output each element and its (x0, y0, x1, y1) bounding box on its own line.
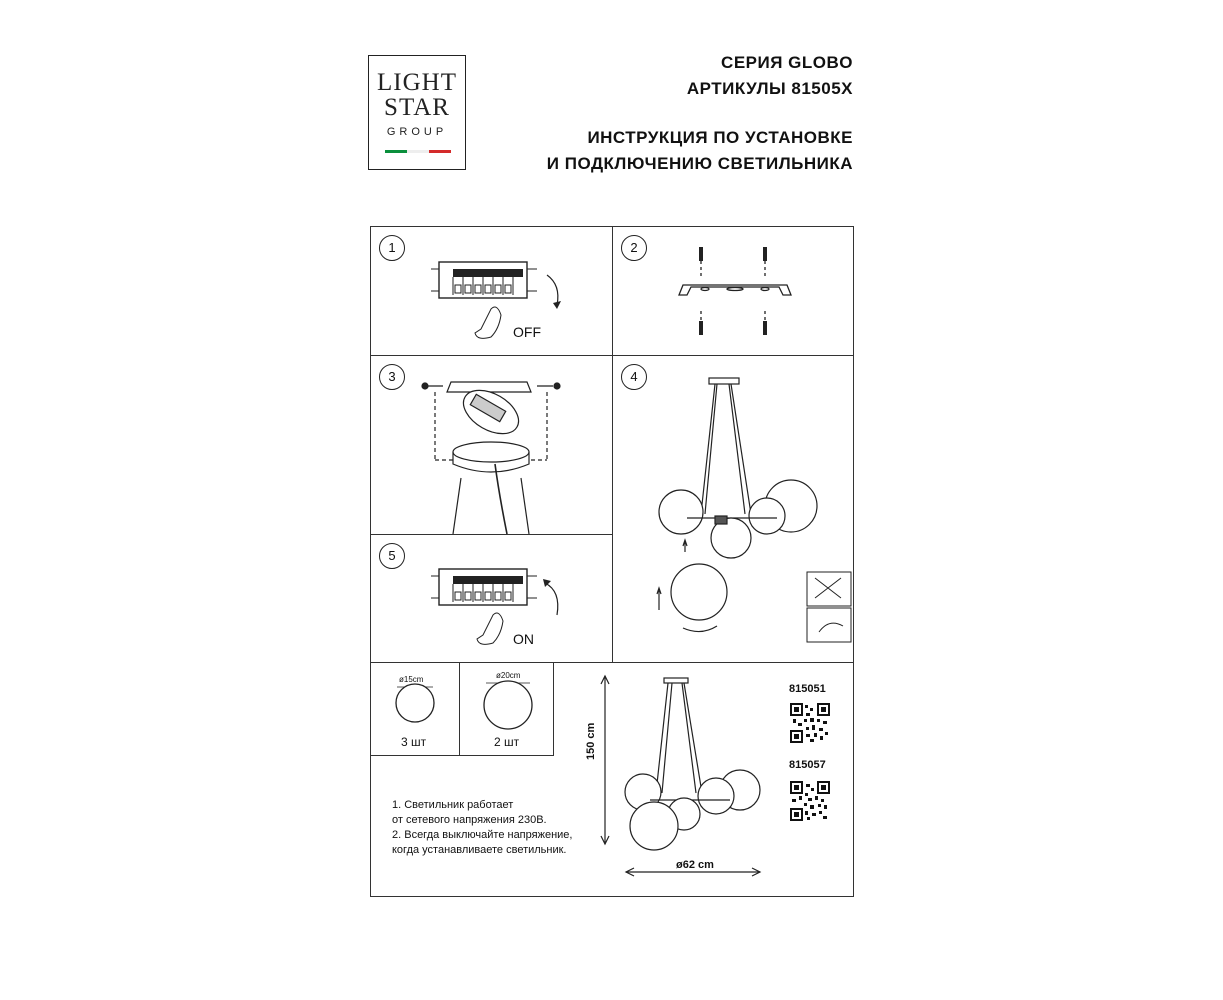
step-number: 3 (379, 364, 405, 390)
step-number: 2 (621, 235, 647, 261)
logo-line-1: LIGHT (377, 69, 457, 96)
step-number: 1 (379, 235, 405, 261)
shade-large-diameter: ø20cm (496, 671, 521, 680)
note-line-4: когда устанавливаете светильник. (392, 844, 567, 856)
qr-code-815057-icon (790, 781, 830, 821)
note-line-1: 1. Светильник работает (392, 799, 514, 811)
article-2: 815057 (789, 759, 826, 771)
article-1: 815051 (789, 683, 826, 695)
diameter-dimension: ø62 cm (676, 859, 714, 871)
note-line-2: от сетевого напряжения 230В. (392, 814, 547, 826)
logo-line-3: GROUP (386, 126, 448, 138)
logo-line-2: STAR (384, 94, 450, 121)
qr-code-815051-icon (790, 703, 830, 743)
shade-small-diameter: ø15cm (399, 675, 424, 684)
notes-block (392, 798, 572, 858)
shade-small-qty: 3 шт (401, 735, 427, 749)
on-label: ON (513, 631, 534, 647)
instruction-title-line-2: И ПОДКЛЮЧЕНИЮ СВЕТИЛЬНИКА (546, 154, 853, 173)
series-title: СЕРИЯ GLOBO (721, 53, 853, 72)
height-dimension: 150 cm (585, 722, 597, 760)
shade-large-qty: 2 шт (494, 735, 520, 749)
step-number: 5 (379, 543, 405, 569)
note-line-3: 2. Всегда выключайте напряжение, (392, 829, 573, 841)
instruction-title-line-1: ИНСТРУКЦИЯ ПО УСТАНОВКЕ (587, 128, 853, 147)
article-numbers: АРТИКУЛЫ 81505X (686, 79, 853, 98)
off-label: OFF (513, 324, 541, 340)
step-number: 4 (621, 364, 647, 390)
